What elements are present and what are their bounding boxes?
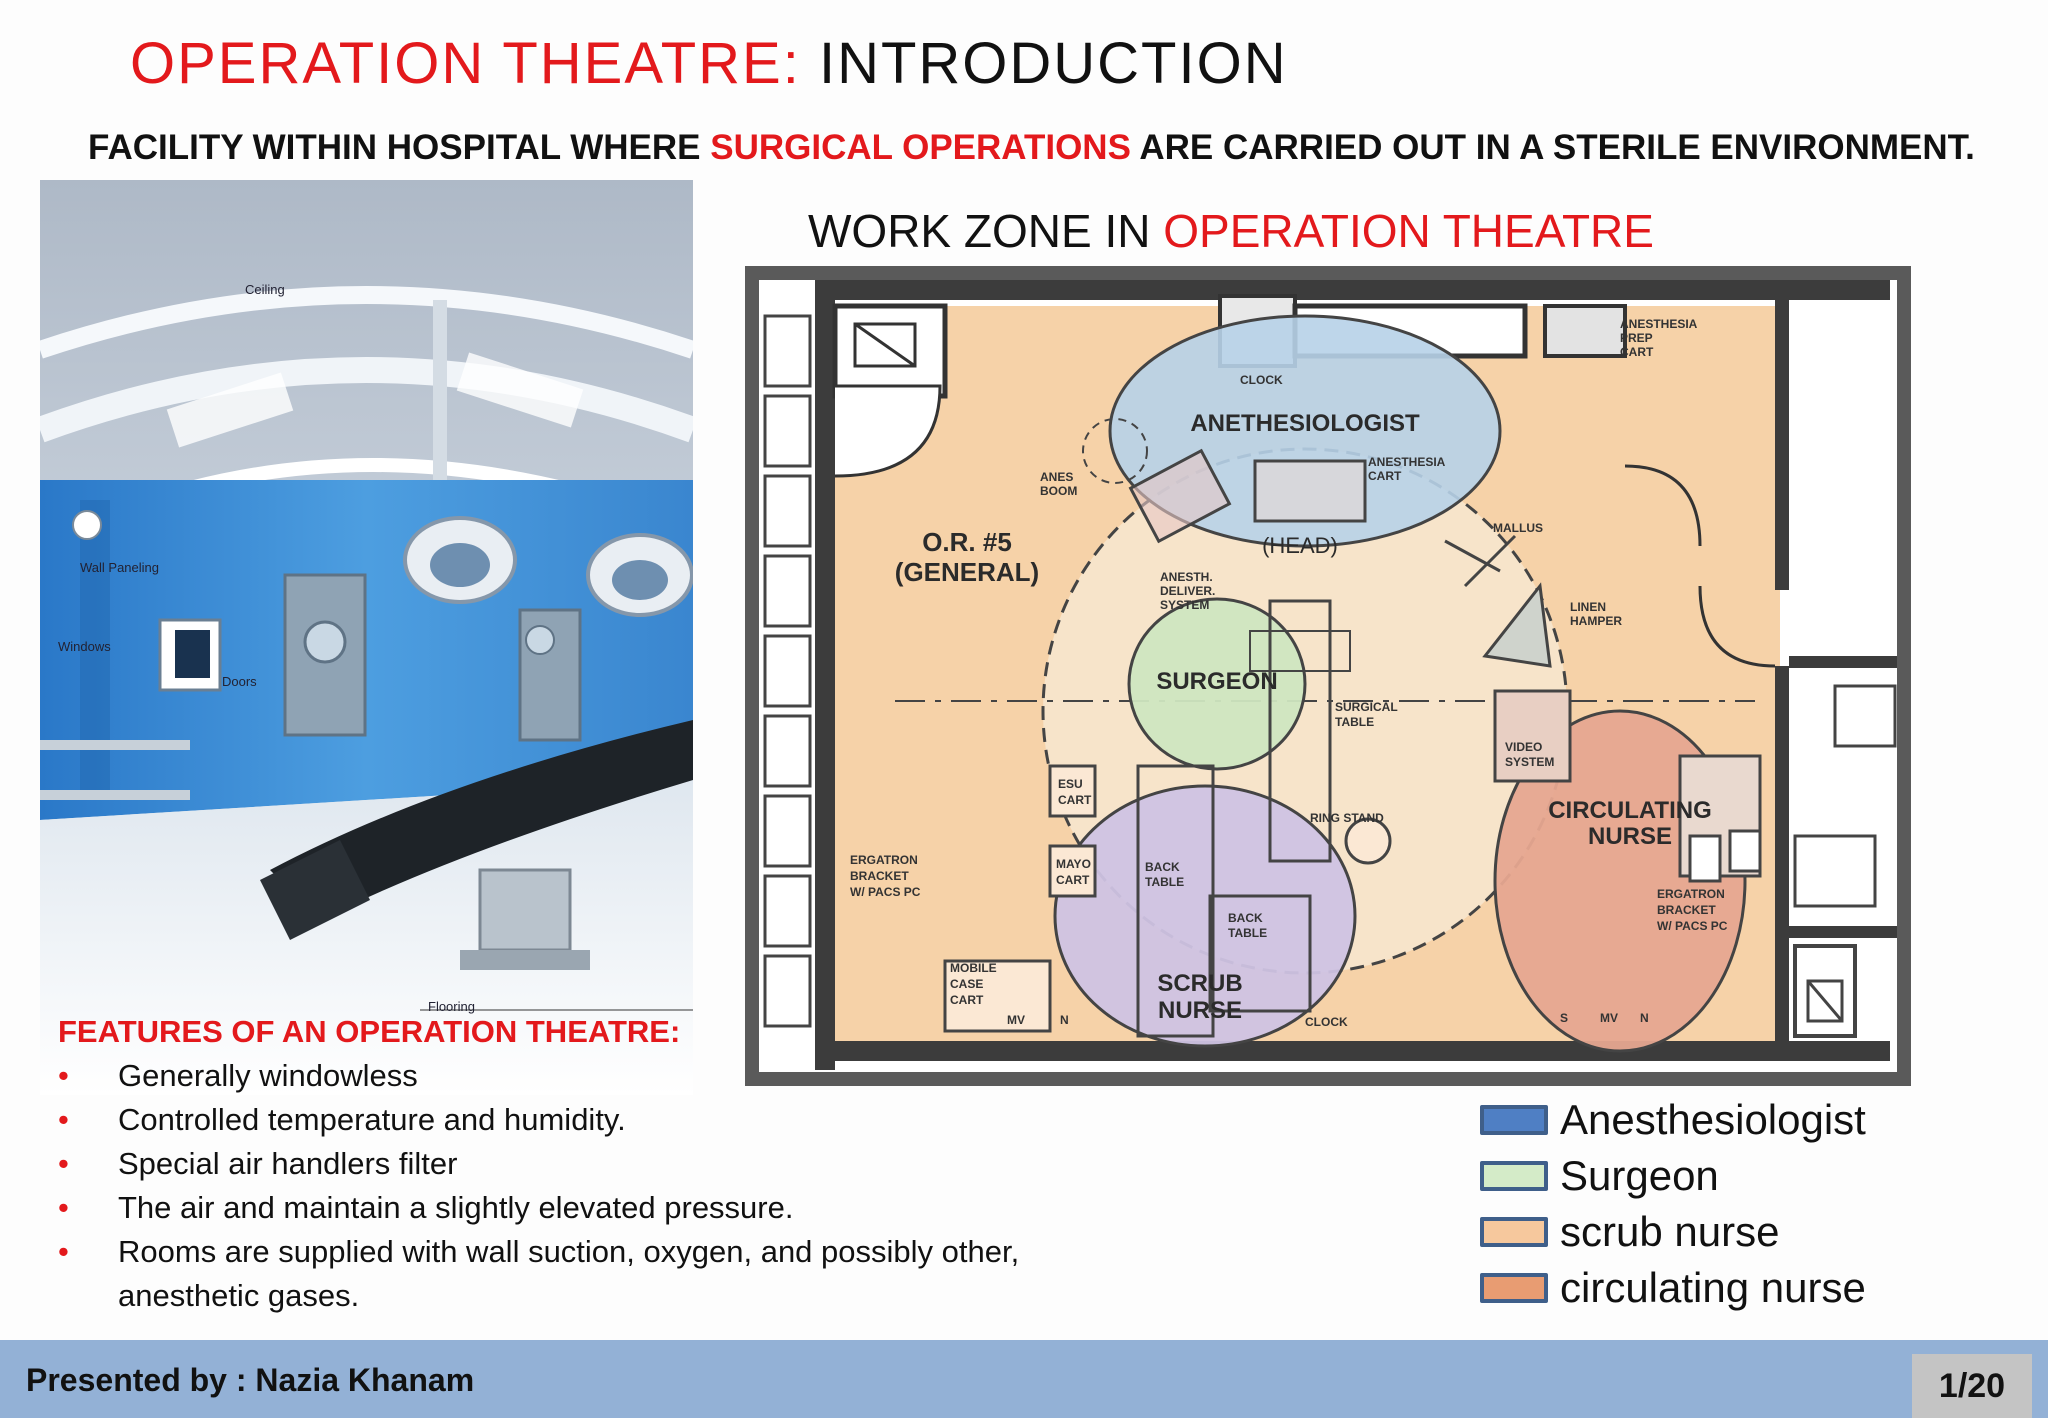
label-anesthesia-prep-2: PREP [1620, 331, 1653, 345]
label-mayo-1: MAYO [1056, 857, 1091, 871]
label-mobile-case-2: CASE [950, 977, 984, 991]
label-ring-stand: RING STAND [1310, 811, 1384, 825]
label-video-1: VIDEO [1505, 740, 1543, 754]
feature-item [58, 1186, 1158, 1230]
legend-label: circulating nurse [1560, 1264, 1866, 1311]
label-back-table-2a: BACK [1228, 911, 1263, 925]
label-back-table-1a: BACK [1145, 860, 1180, 874]
label-back-table-2b: TABLE [1228, 926, 1268, 940]
page-number: 1/20 [1912, 1354, 2032, 1418]
legend-label: Surgeon [1560, 1152, 1719, 1199]
legend-swatch [1480, 1161, 1548, 1191]
zone-legend [1480, 1092, 1866, 1316]
zone-label-scrub-nurse: NURSE [1157, 997, 1243, 1024]
zone-heading-before: WORK ZONE IN [808, 205, 1164, 257]
work-zone-floor-plan [745, 266, 1911, 1086]
legend-item-circulating-nurse [1480, 1260, 1866, 1316]
slide-title [130, 30, 1288, 97]
bullet: • [58, 1102, 69, 1137]
label-mobile-case-3: CART [950, 993, 984, 1007]
legend-label: scrub nurse [1560, 1208, 1780, 1255]
label-n-right: N [1640, 1011, 1649, 1025]
features-title: FEATURES OF AN OPERATION THEATRE: [58, 1014, 681, 1049]
subtitle-after: ARE CARRIED OUT IN A STERILE ENVIRONMENT. [1130, 128, 1975, 167]
label-head: (HEAD) [1262, 533, 1338, 558]
feature-item [58, 1054, 1158, 1098]
label-anes-delivery-2: DELIVER. [1160, 584, 1216, 598]
room-number: O.R. #5 [922, 527, 1012, 557]
label-surgical-table-1: SURGICAL [1335, 700, 1398, 714]
feature-text: Generally windowless [118, 1058, 418, 1093]
label-ergotron-left-3: W/ PACS PC [850, 885, 921, 899]
zone-heading-highlight: OPERATION THEATRE [1163, 205, 1654, 257]
feature-item [58, 1098, 1158, 1142]
legend-item-anesthesiologist [1480, 1092, 1866, 1148]
label-linen-2: HAMPER [1570, 614, 1623, 628]
label-windows: Windows [58, 639, 111, 654]
label-mobile-case-1: MOBILE [950, 961, 997, 975]
label-wall-paneling: Wall Paneling [80, 560, 160, 575]
label-doors: Doors [222, 674, 257, 689]
label-surgical-table-2: TABLE [1335, 715, 1375, 729]
zone-label-scrub: SCRUB [1157, 970, 1243, 997]
legend-swatch [1480, 1105, 1548, 1135]
label-linen-1: LINEN [1570, 600, 1606, 614]
label-video-2: SYSTEM [1505, 755, 1555, 769]
label-s-right: S [1560, 1011, 1569, 1025]
room-type: (GENERAL) [894, 557, 1040, 587]
bullet: • [58, 1058, 69, 1093]
zone-label-anesthesiologist: ANETHESIOLOGIST [1190, 410, 1420, 437]
label-mallus: MALLUS [1493, 521, 1543, 535]
legend-swatch [1480, 1273, 1548, 1303]
label-anesthesia-prep-1: ANESTHESIA [1620, 317, 1698, 331]
feature-text: The air and maintain a slightly elevated pressure. [118, 1190, 794, 1225]
label-mayo-2: CART [1056, 873, 1090, 887]
label-n-left: N [1060, 1013, 1069, 1027]
label-anes-delivery-3: SYSTEM [1160, 598, 1210, 612]
label-clock-bottom: CLOCK [1305, 1015, 1348, 1029]
legend-item-surgeon [1480, 1148, 1866, 1204]
features-section [58, 1014, 1158, 1318]
label-mv-right: MV [1600, 1011, 1618, 1025]
feature-text: Rooms are supplied with wall suction, oxygen, and possibly other, anesthetic gases. [118, 1234, 1020, 1313]
label-ergotron-left-2: BRACKET [850, 869, 909, 883]
label-anesthesia-cart-1: ANESTHESIA [1368, 455, 1446, 469]
operation-theatre-photo [40, 180, 693, 1095]
label-ceiling: Ceiling [245, 282, 285, 297]
zone-label-surgeon: SURGEON [1156, 668, 1278, 695]
label-ergotron-right-2: BRACKET [1657, 903, 1716, 917]
legend-label: Anesthesiologist [1560, 1096, 1866, 1143]
feature-text: Controlled temperature and humidity. [118, 1102, 626, 1137]
floor-plan-drawing [745, 266, 1911, 1086]
label-ergotron-left-1: ERGATRON [850, 853, 918, 867]
legend-item-scrub-nurse [1480, 1204, 1866, 1260]
title-prefix: OPERATION THEATRE: [130, 31, 801, 96]
subtitle-highlight: SURGICAL OPERATIONS [710, 128, 1131, 167]
label-anes-boom-2: BOOM [1040, 484, 1078, 498]
presenter-name: Presented by : Nazia Khanam [26, 1362, 475, 1398]
legend-swatch [1480, 1217, 1548, 1247]
bullet: • [58, 1234, 69, 1269]
work-zone-heading [808, 204, 1654, 258]
label-flooring: Flooring [428, 999, 475, 1014]
label-back-table-1b: TABLE [1145, 875, 1185, 889]
label-esu-2: CART [1058, 793, 1092, 807]
title-suffix: INTRODUCTION [800, 31, 1288, 96]
feature-text: Special air handlers filter [118, 1146, 458, 1181]
features-list [58, 1054, 1158, 1318]
feature-item [58, 1142, 1158, 1186]
label-anesthesia-cart-2: CART [1368, 469, 1402, 483]
label-clock-top: CLOCK [1240, 373, 1283, 387]
subtitle-before: FACILITY WITHIN HOSPITAL WHERE [88, 128, 711, 167]
label-mv-left: MV [1007, 1013, 1025, 1027]
label-esu-1: ESU [1058, 777, 1083, 791]
bullet: • [58, 1146, 69, 1181]
zone-label-circulating-nurse: NURSE [1587, 823, 1673, 850]
photo-illustration [40, 180, 693, 1095]
bullet: • [58, 1190, 69, 1225]
label-anesthesia-prep-3: CART [1620, 345, 1654, 359]
label-ergotron-right-3: W/ PACS PC [1657, 919, 1728, 933]
slide-subtitle [88, 128, 1975, 168]
label-anes-delivery-1: ANESTH. [1160, 570, 1213, 584]
feature-item [58, 1230, 1158, 1318]
zone-label-circulating: CIRCULATING [1548, 797, 1712, 824]
label-ergotron-right-1: ERGATRON [1657, 887, 1725, 901]
label-anes-boom-1: ANES [1040, 470, 1074, 484]
